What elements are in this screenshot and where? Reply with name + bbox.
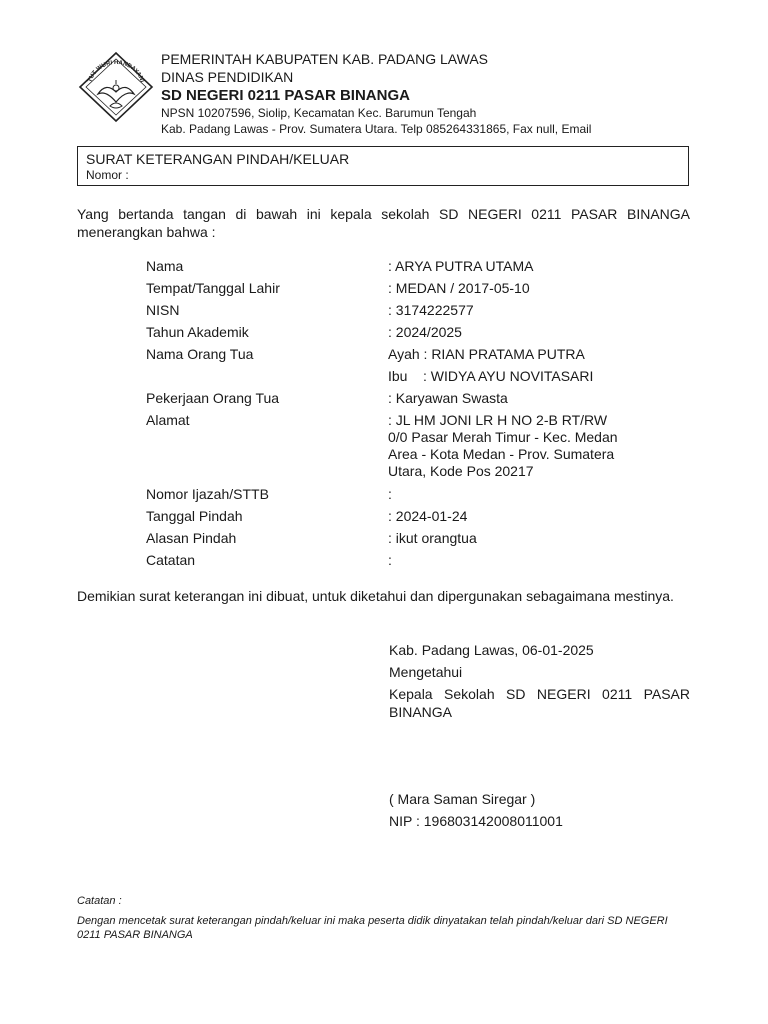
field-label: Nama Orang Tua xyxy=(146,346,254,362)
field-value: : xyxy=(388,486,392,502)
intro-paragraph: Yang bertanda tangan di bawah ini kepala sekolah SD NEGERI 0211 PASAR BINANGA menerangkan bahwa : xyxy=(77,206,690,240)
field-label: NISN xyxy=(146,302,180,318)
field-label: Alasan Pindah xyxy=(146,530,237,546)
field-label: Tempat/Tanggal Lahir xyxy=(146,280,280,296)
field-label: Catatan xyxy=(146,552,196,568)
field-value: : JL HM JONI LR H NO 2-B RT/RW 0/0 Pasar Merah Timur - Kec. Medan Area - Kota Medan - Prov. Sumatera Utara, Kode Pos 20217 xyxy=(388,412,618,479)
dept-line: DINAS PENDIDIKAN xyxy=(161,69,294,85)
signature-place-date: Kab. Padang Lawas, 06-01-2025 xyxy=(389,642,594,658)
field-label: Nama xyxy=(146,258,184,274)
note-text: Dengan mencetak surat keterangan pindah/keluar ini maka peserta didik dinyatakan telah pindah/keluar dari SD NEGERI 0211 PASAR BINANGA xyxy=(77,915,668,941)
field-value: : 2024/2025 xyxy=(388,324,462,340)
field-label: Pekerjaan Orang Tua xyxy=(146,390,280,406)
field-value: : xyxy=(388,552,392,568)
signatory-name: ( Mara Saman Siregar ) xyxy=(389,791,536,807)
field-value: : 2024-01-24 xyxy=(388,508,468,524)
signature-position: Kepala Sekolah SD NEGERI 0211 PASAR BINANGA xyxy=(389,686,690,720)
document-title: SURAT KETERANGAN PINDAH/KELUAR xyxy=(86,151,350,167)
field-label: Tahun Akademik xyxy=(146,324,249,340)
school-address-1: NPSN 10207596, Siolip, Kecamatan Kec. Barumun Tengah xyxy=(161,106,477,120)
gov-line: PEMERINTAH KABUPATEN KAB. PADANG LAWAS xyxy=(161,51,488,67)
document-title-box xyxy=(77,146,689,186)
field-label: Nomor Ijazah/STTB xyxy=(146,486,269,502)
signature-acknowledge: Mengetahui xyxy=(389,664,463,680)
school-name: SD NEGERI 0211 PASAR BINANGA xyxy=(161,87,410,104)
note-label: Catatan : xyxy=(77,895,122,907)
signatory-nip: NIP : 196803142008011001 xyxy=(389,813,563,829)
field-value: Ibu : WIDYA AYU NOVITASARI xyxy=(388,368,594,384)
letterhead xyxy=(161,50,721,137)
svg-text:TUT WURI HANDAYANI: TUT WURI HANDAYANI xyxy=(87,59,145,84)
field-value: : Karyawan Swasta xyxy=(388,390,508,406)
field-value: : ARYA PUTRA UTAMA xyxy=(388,258,534,274)
field-value: Ayah : RIAN PRATAMA PUTRA xyxy=(388,346,585,362)
field-value: : 3174222577 xyxy=(388,302,474,318)
tut-wuri-handayani-logo-icon xyxy=(76,50,156,124)
school-address-2: Kab. Padang Lawas - Prov. Sumatera Utara. Telp 085264331865, Fax null, Email xyxy=(161,122,592,136)
field-label: Alamat xyxy=(146,412,190,428)
field-value: : MEDAN / 2017-05-10 xyxy=(388,280,530,296)
field-value: : ikut orangtua xyxy=(388,530,477,546)
document-number: Nomor : xyxy=(86,168,129,182)
closing-paragraph: Demikian surat keterangan ini dibuat, untuk diketahui dan dipergunakan sebagaimana mestinya. xyxy=(77,588,674,604)
field-label: Tanggal Pindah xyxy=(146,508,243,524)
